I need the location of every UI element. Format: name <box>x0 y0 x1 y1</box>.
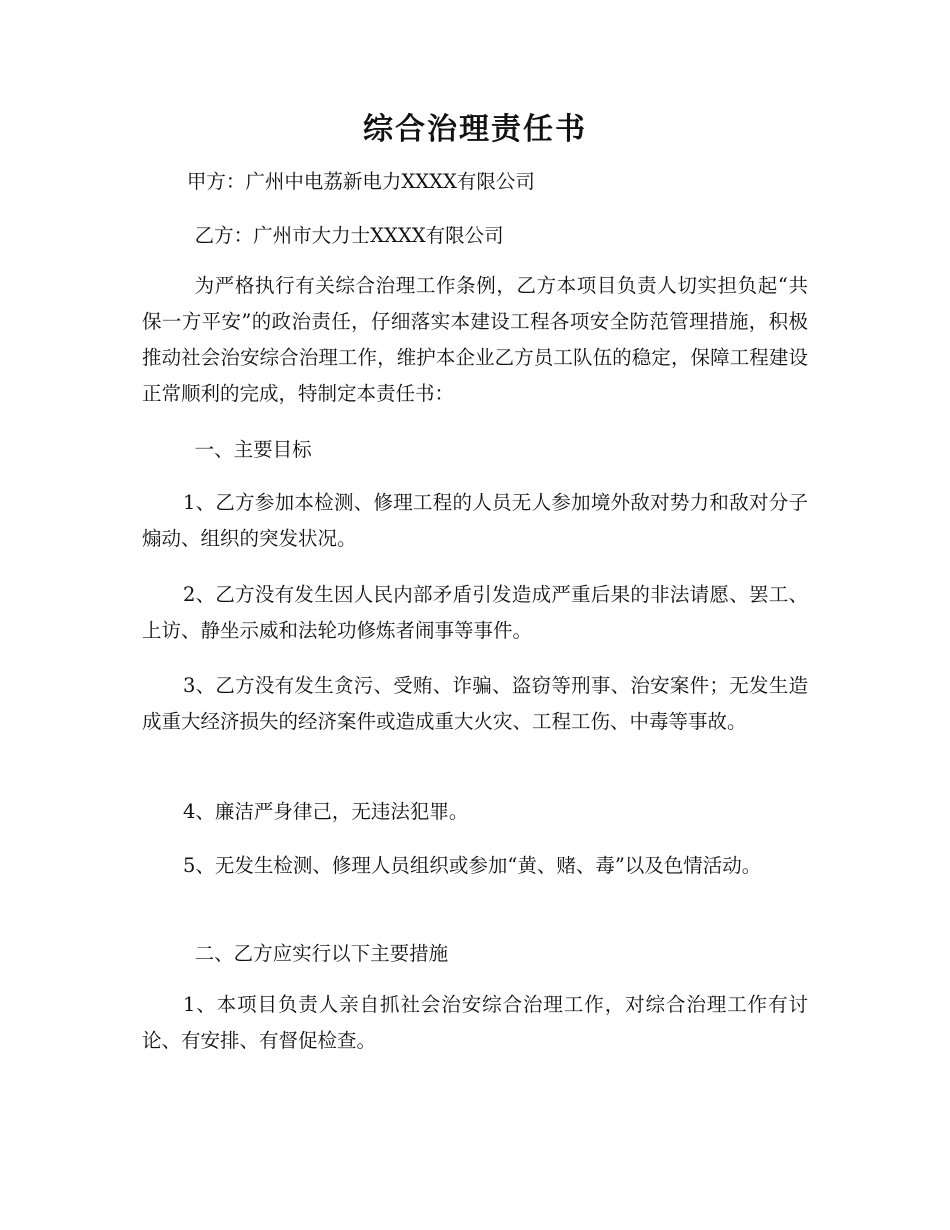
document-title: 综合治理责任书 <box>363 112 587 147</box>
goal-item: 5、无发生检测、修理人员组织或参加“黄、赌、毒”以及色情活动。 <box>182 854 762 877</box>
section-heading-main-goals: 一、主要目标 <box>194 438 312 461</box>
intro-paragraph: 为严格执行有关综合治理工作条例，乙方本项目负责人切实担负起“共保一方平安”的政治责任，仔细落实本建设工程各项安全防范管理措施，积极推动社会治安综合治理工作，维护本企业乙方员工队伍的稳定，保障工程建设正常顺利的完成，特制定本责任书： <box>142 274 808 405</box>
party-b: 乙方：广州市大力士XXXX有限公司 <box>194 224 504 247</box>
goal-item: 3、乙方没有发生贪污、受贿、诈骗、盗窃等刑事、治安案件；无发生造成重大经济损失的经济案件或造成重大火灾、工程工伤、中毒等事故。 <box>142 674 808 733</box>
measure-item: 1、本项目负责人亲自抓社会治安综合治理工作，对综合治理工作有讨论、有安排、有督促检查。 <box>142 993 808 1052</box>
goal-item: 4、廉洁严身律己，无违法犯罪。 <box>182 800 469 823</box>
goal-item: 2、乙方没有发生因人民内部矛盾引发造成严重后果的非法请愿、罢工、上访、静坐示威和法轮功修炼者闹事等事件。 <box>142 583 808 642</box>
party-a: 甲方：广州中电荔新电力XXXX有限公司 <box>186 170 535 193</box>
goal-item: 1、乙方参加本检测、修理工程的人员无人参加境外敌对势力和敌对分子煽动、组织的突发状况。 <box>142 491 808 550</box>
section-heading-measures: 二、乙方应实行以下主要措施 <box>194 942 449 965</box>
